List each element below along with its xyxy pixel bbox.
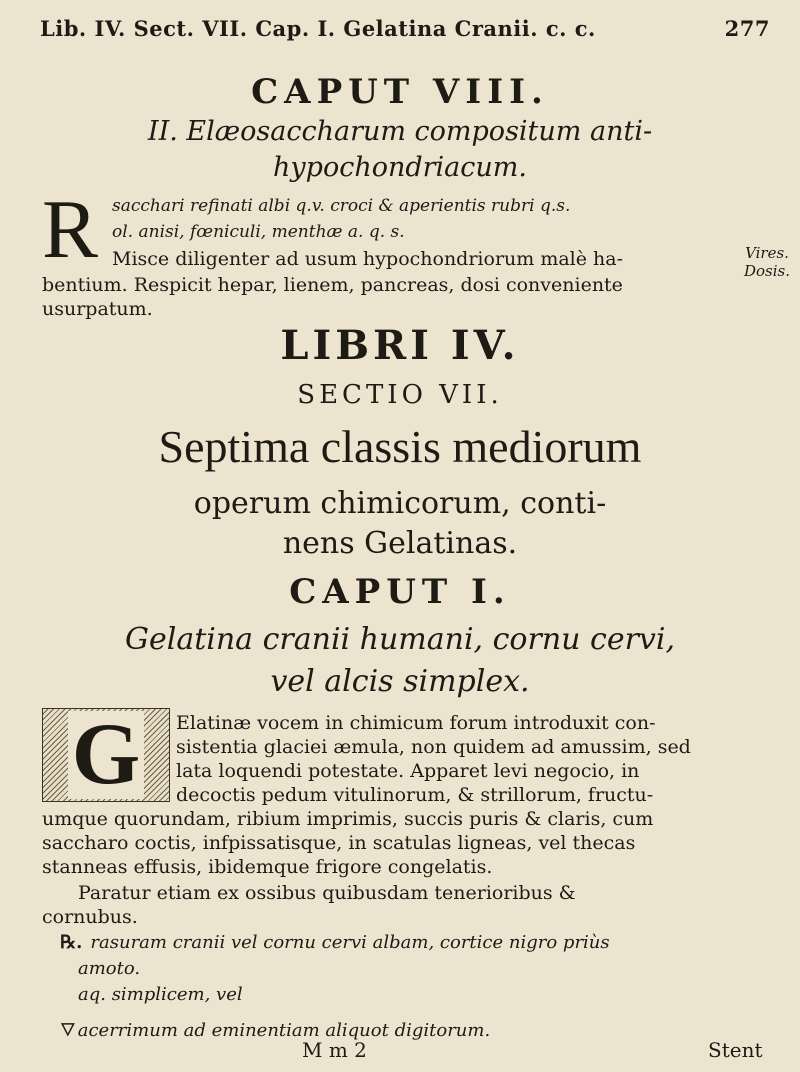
- margin-note-vires: Vires.: [745, 244, 789, 262]
- recipe2-line-4: [60, 1010, 490, 1047]
- body-line-8: Paratur etiam ex ossibus quibusdam tenerioribus &: [78, 882, 576, 904]
- signature-mark: M m 2: [302, 1038, 367, 1062]
- recipe-line-5: usurpatum.: [42, 298, 153, 320]
- aqua-fortis-symbol: 🜄: [60, 1020, 76, 1041]
- decorated-initial: [42, 708, 170, 802]
- caput-viii-title-line-2: hypochondriacum.: [273, 152, 527, 183]
- recipe-line-1: sacchari refinati albi q.v. croci & aperientis rubri q.s.: [112, 196, 571, 216]
- running-head: [40, 16, 770, 41]
- body-line-6: saccharo coctis, infpissatisque, in scatulas ligneas, vel thecas: [42, 832, 636, 854]
- recipe2-line-3: aq. simplicem, vel: [78, 984, 243, 1005]
- caput-viii-heading: CAPUT VIII.: [251, 72, 549, 112]
- recipe2-line-2: amoto.: [78, 958, 141, 979]
- margin-note-dosis: Dosis.: [744, 262, 791, 280]
- libri-heading: LIBRI IV.: [280, 322, 520, 369]
- septima-heading: Septima classis mediorum: [158, 421, 642, 472]
- body-line-3: lata loquendi potestate. Apparet levi negocio, in: [176, 760, 640, 782]
- recipe-initial: R: [42, 183, 99, 276]
- decorated-initial-letter: G: [68, 711, 144, 799]
- section-subtitle-line-2: nens Gelatinas.: [282, 526, 518, 561]
- margin-note: [744, 244, 790, 280]
- body-line-4: decoctis pedum vitulinorum, & strillorum, fructu-: [176, 784, 654, 806]
- body-line-7: stanneas effusis, ibidemque frigore congelatis.: [42, 856, 493, 878]
- page-number: 277: [724, 16, 770, 41]
- sectio-heading: SECTIO VII.: [297, 380, 503, 410]
- caput-i-heading: CAPUT I.: [289, 572, 511, 612]
- section-subtitle-line-1: operum chimicorum, conti-: [193, 486, 607, 521]
- caput-i-title-line-2: vel alcis simplex.: [270, 664, 530, 699]
- recipe2-line-1: [60, 932, 610, 953]
- body-line-9: cornubus.: [42, 906, 138, 928]
- running-head-title: Lib. IV. Sect. VII. Cap. I. Gelatina Cranii. c. c.: [40, 16, 596, 41]
- caput-viii-title-line-1: II. Elæosaccharum compositum anti-: [147, 116, 653, 147]
- body-line-1: Elatinæ vocem in chimicum forum introduxit con-: [176, 712, 656, 734]
- recipe-line-3: Misce diligenter ad usum hypochondriorum malè ha-: [112, 248, 624, 270]
- recipe2-line-4-text: acerrimum ad eminentiam aliquot digitorum.: [77, 1020, 491, 1041]
- recipe2-line-1-text: rasuram cranii vel cornu cervi albam, cortice nigro priùs: [90, 932, 610, 953]
- caput-i-title-line-1: Gelatina cranii humani, cornu cervi,: [125, 622, 675, 657]
- recipe-line-2: ol. anisi, fœniculi, menthæ a. q. s.: [112, 222, 405, 242]
- catchword: Stent: [708, 1038, 763, 1062]
- recipe-line-4: bentium. Respicit hepar, lienem, pancreas, dosi conveniente: [42, 274, 623, 296]
- recipe-symbol: ℞.: [60, 932, 83, 953]
- body-line-2: sistentia glaciei æmula, non quidem ad amussim, sed: [176, 736, 691, 758]
- body-line-5: umque quorundam, ribium imprimis, succis puris & claris, cum: [42, 808, 654, 830]
